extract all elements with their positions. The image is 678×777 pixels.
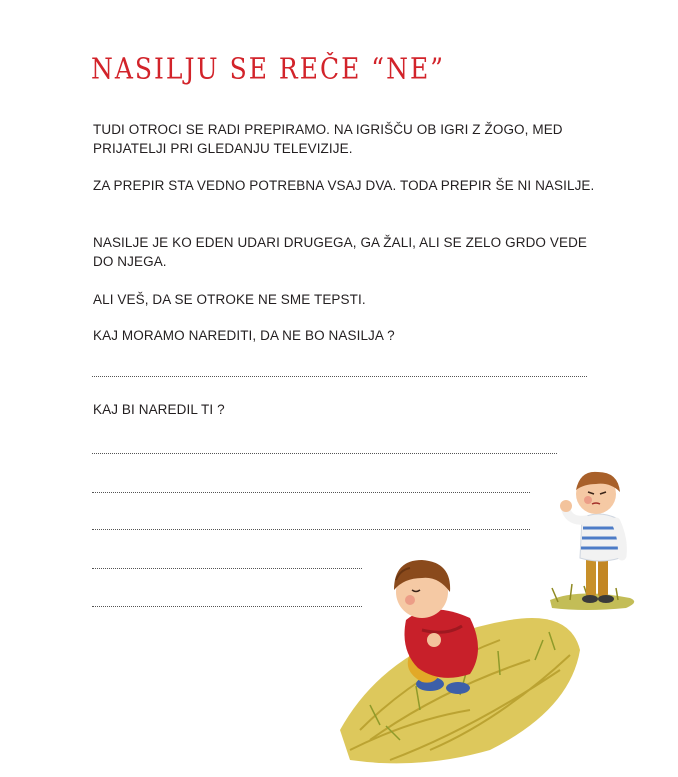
answer-line-6[interactable] (92, 606, 362, 607)
standing-boy (560, 472, 622, 603)
answer-line-5[interactable] (92, 568, 362, 569)
paragraph-4: ALI VEŠ, DA SE OTROKE NE SME TEPSTI. (93, 292, 366, 307)
children-on-grass-illustration (330, 460, 650, 770)
page-title: NASILJU SE REČE “NE” (91, 52, 445, 86)
paragraph-3: NASILJE JE KO EDEN UDARI DRUGEGA, GA ŽALI, ALI SE ZELO GRDO VEDE DO NJEGA. (93, 235, 588, 269)
question-1: KAJ MORAMO NAREDITI, DA NE BO NASILJA ? (93, 328, 395, 343)
answer-line-2[interactable] (92, 453, 557, 454)
answer-line-1[interactable] (92, 376, 587, 377)
paragraph-2: ZA PREPIR STA VEDNO POTREBNA VSAJ DVA. TODA PREPIR ŠE NI NASILJE. (93, 178, 595, 193)
question-2: KAJ BI NAREDIL TI ? (93, 402, 225, 417)
paragraph-1: TUDI OTROCI SE RADI PREPIRAMO. NA IGRIŠČU OB IGRI Z ŽOGO, MED PRIJATELJI PRI GLEDANJU TELEVIZIJE. (93, 122, 563, 156)
